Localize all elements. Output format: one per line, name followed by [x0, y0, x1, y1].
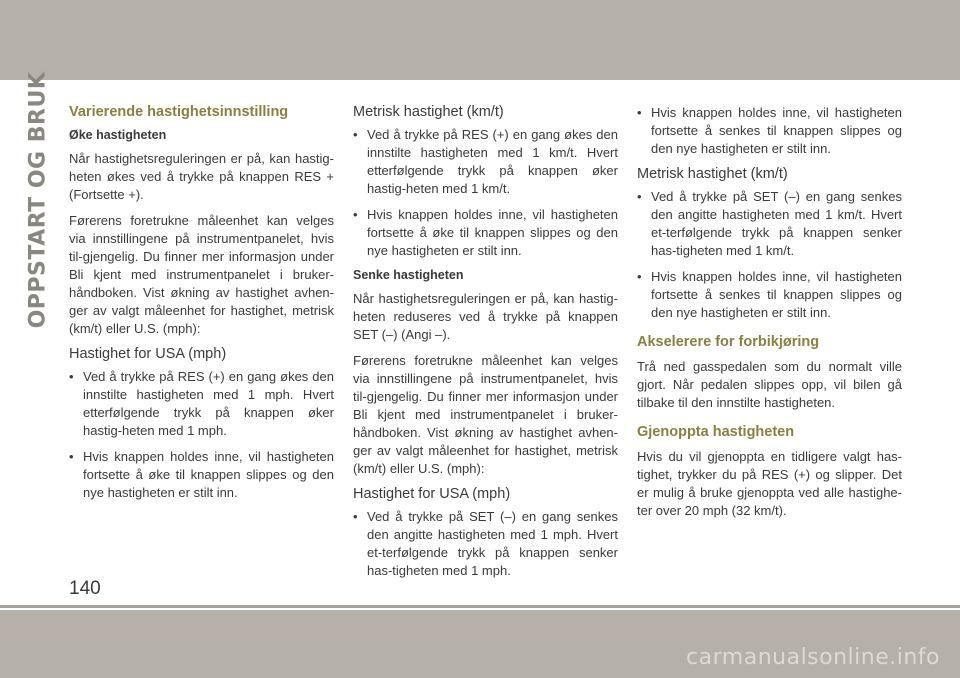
bullet-text: Ved å trykke på RES (+) en gang økes den innstilte hastigheten med 1 km/t. Hvert etterfølgende trykk på knappen øker hastig-heten med 1 km/t.	[367, 127, 618, 196]
paragraph: Når hastighetsreguleringen er på, kan hastig-heten økes ved å trykke på knappen RES + (Fortsette +).	[69, 151, 334, 202]
column-1	[69, 104, 334, 510]
section-title: Hastighet for USA (mph)	[353, 486, 511, 502]
chapter-title: OPPSTART OG BRUK	[25, 71, 51, 329]
bullet-item: • Ved å trykke på RES (+) en gang økes den innstilte hastigheten med 1 mph. Hvert etterfølgende trykk på knappen øker hastig-heten med 1 mph.	[69, 369, 334, 438]
subheading: Senke hastigheten	[353, 268, 464, 282]
bullet-item: • Hvis knappen holdes inne, vil hastigheten fortsette å øke til knappen slippes og den nye hastigheten er stilt inn.	[69, 449, 334, 500]
paragraph: Hvis du vil gjenoppta en tidligere valgt has-tighet, trykker du på RES (+) og slipper. Det er mulig å bruke gjenoppta ved alle hastighe-ter over 20 mph (32 km/t).	[637, 449, 902, 518]
page-number: 140	[69, 578, 101, 599]
bullet-text: Hvis knappen holdes inne, vil hastigheten fortsette å senkes til knappen slippes og den nye hastigheten er stilt inn.	[651, 269, 902, 320]
side-chapter-tab	[23, 71, 53, 329]
top-band	[0, 0, 960, 80]
section-title: Hastighet for USA (mph)	[69, 346, 227, 362]
footer-rule	[0, 605, 960, 608]
bullet-text: Ved å trykke på SET (–) en gang senkes den angitte hastigheten med 1 mph. Hvert et-terfølgende trykk på knappen senker has-tigheten med 1 mph.	[367, 509, 618, 578]
watermark: carmanualsonline.info	[686, 645, 940, 670]
bullet-text: Hvis knappen holdes inne, vil hastigheten fortsette å øke til knappen slippes og den nye hastigheten er stilt inn.	[367, 207, 618, 258]
bullet-item: • Hvis knappen holdes inne, vil hastigheten fortsette å senkes til knappen slippes og den nye hastigheten er stilt inn.	[637, 105, 902, 156]
column-3	[637, 104, 902, 528]
bullet-item: • Ved å trykke på SET (–) en gang senkes den angitte hastigheten med 1 km/t. Hvert et-terfølgende trykk på knappen senker has-tigheten med 1 km/t.	[637, 189, 902, 258]
paragraph: Førerens foretrukne måleenhet kan velges via innstillingene på instrumentpanelet, hvis til-gjengelig. Du finner mer informasjon under Bli kjent med instrumentpanelet i bruker-håndboken. Vist økning av hastighet avhen-ger av valgt måleenhet for hastighet, metrisk (km/t) eller U.S. (mph):	[69, 213, 334, 336]
section-heading: Gjenoppta hastigheten	[637, 424, 795, 440]
subheading: Øke hastigheten	[69, 128, 167, 142]
bullet-item: • Hvis knappen holdes inne, vil hastigheten fortsette å øke til knappen slippes og den nye hastigheten er stilt inn.	[353, 207, 618, 258]
bullet-text: Hvis knappen holdes inne, vil hastigheten fortsette å øke til knappen slippes og den nye hastigheten er stilt inn.	[83, 449, 334, 500]
paragraph: Førerens foretrukne måleenhet kan velges via innstillingene på instrumentpanelet, hvis til-gjengelig. Du finner mer informasjon under Bli kjent med instrumentpanelet i bruker-håndboken. Vist økning av hastighet avhen-ger av valgt måleenhet for hastighet, metrisk (km/t) eller U.S. (mph):	[353, 353, 618, 476]
section-title: Metrisk hastighet (km/t)	[353, 104, 504, 120]
column-2	[353, 104, 618, 588]
section-heading: Akselerere for forbikjøring	[637, 334, 820, 350]
bullet-item: • Ved å trykke på RES (+) en gang økes den innstilte hastigheten med 1 km/t. Hvert etterfølgende trykk på knappen øker hastig-heten med 1 km/t.	[353, 127, 618, 196]
section-title: Metrisk hastighet (km/t)	[637, 166, 788, 182]
section-heading: Varierende hastighetsinnstilling	[69, 104, 289, 120]
paragraph: Trå ned gasspedalen som du normalt ville gjort. Når pedalen slippes opp, vil bilen gå tilbake til den innstilte hastigheten.	[637, 359, 902, 410]
paragraph: Når hastighetsreguleringen er på, kan hastig-heten reduseres ved å trykke på knappen SET (–) (Angi –).	[353, 291, 618, 342]
bullet-text: Hvis knappen holdes inne, vil hastigheten fortsette å senkes til knappen slippes og den nye hastigheten er stilt inn.	[651, 105, 902, 156]
bullet-item: • Hvis knappen holdes inne, vil hastigheten fortsette å senkes til knappen slippes og den nye hastigheten er stilt inn.	[637, 269, 902, 320]
bullet-text: Ved å trykke på RES (+) en gang økes den innstilte hastigheten med 1 mph. Hvert etterfølgende trykk på knappen øker hastig-heten med 1 mph.	[83, 369, 334, 438]
bullet-text: Ved å trykke på SET (–) en gang senkes den angitte hastigheten med 1 km/t. Hvert et-terfølgende trykk på knappen senker has-tigheten med 1 km/t.	[651, 189, 902, 258]
bullet-item: • Ved å trykke på SET (–) en gang senkes den angitte hastigheten med 1 mph. Hvert et-terfølgende trykk på knappen senker has-tigheten med 1 mph.	[353, 509, 618, 578]
